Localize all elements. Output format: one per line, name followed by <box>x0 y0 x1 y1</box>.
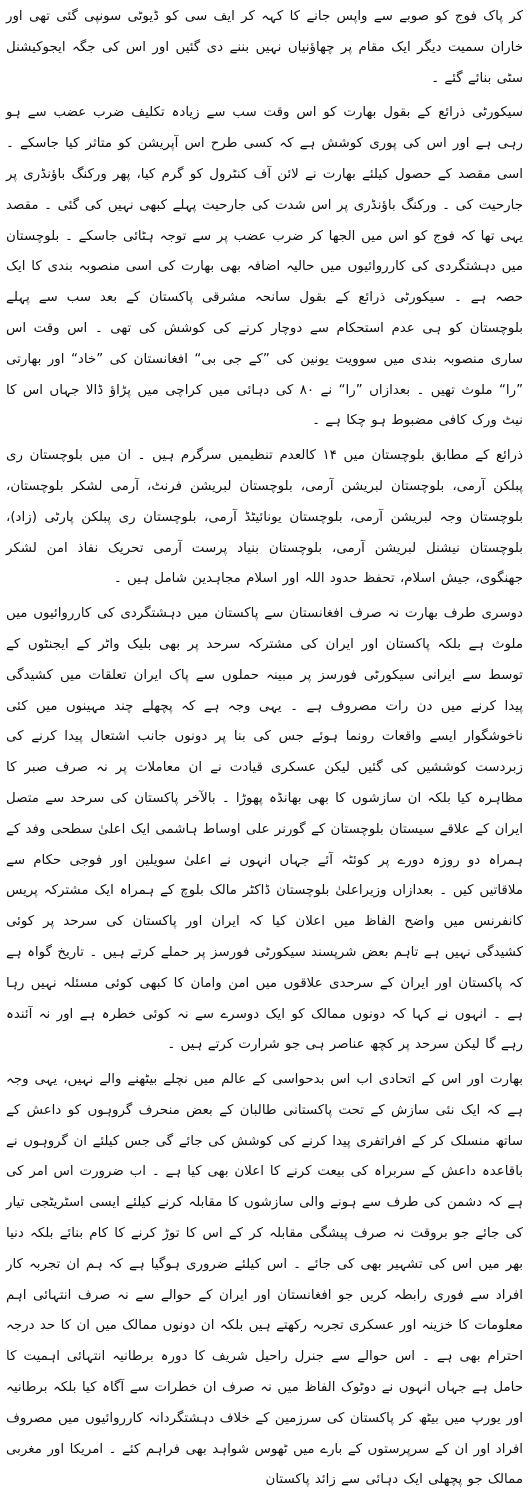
paragraph-zarb-e-azb: سیکورٹی ذرائع کے بقول بھارت کو اس وقت سب سے زیادہ تکلیف ضرب عضب سے ہو رہی ہے اور اس کی پوری کوشش ہے کہ کسی طرح اس آپریشن کو متاثر کیا جاسکے ۔ اسی مقصد کے حصول کیلئے بھارت نے لائن آف کنٹرول کو گرم کیا، پھر ورکنگ باؤنڈری پر جارحیت کی ۔ ورکنگ باؤنڈری پر اس شدت کی جارحیت پہلے کبھی نہیں کی گئی ۔ مقصد یہی تھا کہ فوج کو اس میں الجھا کر ضرب عضب پر سے توجہ ہٹائی جاسکے ۔ بلوچستان میں دہشتگردی کی کارروائیوں میں حالیہ اضافہ بھی بھارت کی اسی منصوبہ بندی کا ایک حصہ ہے ۔ سیکورٹی ذرائع کے بقول سانحہ مشرقی پاکستان کے بعد سب سے پہلے بلوچستان کو ہی عدم استحکام سے دوچار کرنے کی کوشش کی تھی ۔ اس وقت اس ساری منصوبہ بندی میں سوویت یونین کی ”کے جی بی“ افغانستان کی ”خاد“ اور بھارتی ”را“ ملوث تھیں ۔ بعدازاں ”را“ نے ۸۰ کی دہائی میں کراچی میں پڑاؤ ڈالا جہاں اس کا نیٹ ورک کافی مضبوط ہو چکا ہے ۔ <box>6 105 524 429</box>
paragraph-strategy: بھارت اور اس کے اتحادی اب اس بدحواسی کے عالم میں نچلے بیٹھنے والے نہیں، یہی وجہ ہے کہ ایک نئی سازش کے تحت پاکستانی طالبان کے بعض منحرف گروہوں کو داعش کے ساتھ منسلک کر کے افراتفری پیدا کرنے کی کوشش کی جائے گی جس کیلئے ان گروہوں نے باقاعدہ داعش کے سربراہ کی بیعت کرنے کا اعلان بھی کیا ہے ۔ اب ضرورت اس امر کی ہے کہ دشمن کی طرف سے ہونے والی سازشوں کا مقابلہ کرنے کیلئے ایسی اسٹریٹجی تیار کی جائے جو بروقت نہ صرف پیشگی مقابلہ کر کے اس کا توڑ کرنے کا کام بنائے بلکہ دنیا بھر میں اس کی تشہیر بھی کی جائے ۔ اس کیلئے ضروری ہوگیا ہے کہ ہم ان تجربہ کار افراد سے فوری رابطہ کریں جو افغانستان اور ایران کے حوالے سے نہ صرف انتہائی اہم معلومات کا خزینہ اور عسکری تجربہ رکھتے ہیں بلکہ ان دونوں ممالک میں ان کا حد درجہ احترام بھی ہے ۔ اس حوالے سے جنرل راحیل شریف کا دورہ برطانیہ انتہائی اہمیت کا حامل ہے جہاں انہوں نے دوٹوک الفاظ میں نہ صرف ان خطرات سے آگاہ کیا بلکہ برطانیہ اور یورپ میں بیٹھ کر پاکستان کی سرزمین کے خلاف دہشتگردانہ کارروائیوں میں مصروف افراد اور ان کے سرپرستوں کے بارے میں ٹھوس شواہد بھی فراہم کئے ۔ امریکا اور مغربی ممالک جو پچھلی ایک دہائی سے زائد پاکستان <box>6 1072 523 1488</box>
paragraph-banned-organizations: ذرائع کے مطابق بلوچستان میں ۱۴ کالعدم تنظیمیں سرگرم ہیں ۔ ان میں بلوچستان ری پبلکن آرمی، بلوچستان لبریشن آرمی، بلوچستان لبریشن فرنٹ، آرمی لشکر بلوچستان، بلوچستان وجہ لبریشن آرمی، بلوچستان یونائیٹڈ آرمی، بلوچستان ری پبلکن پارٹی (زاد)، بلوچستان نیشنل لبریشن آرمی، بلوچستان بنیاد پرست آرمی تحریک نفاذ امن لشکر جھنگوی، جیش اسلام، تحفظ حدود اللہ اور اسلام مجاہدین شامل ہیں ۔ <box>6 448 523 587</box>
paragraph-balochistan-fc: کر پاک فوج کو صوبے سے واپس جانے کا کہہ کر ایف سی کو ڈیوٹی سونپی گئی تھی اور خاران سمیت دیگر ایک مقام پر چھاؤنیاں نہیں بننے دی گئیں اور اس کی جگہ ایجوکیشنل سٹی بنائے گئے ۔ <box>6 9 523 86</box>
paragraph-pak-iran-border: دوسری طرف بھارت نہ صرف افغانستان سے پاکستان میں دہشتگردی کی کارروائیوں میں ملوث ہے بلکہ پاکستان اور ایران کی مشترکہ سرحد پر بھی بلیک واٹر کے ایجنٹوں کے توسط سے ایرانی سیکورٹی فورسز پر مبینہ حملوں سے پاک ایران تعلقات میں کشیدگی پیدا کرنے میں دن رات مصروف ہے ۔ یہی وجہ ہے کہ پچھلے چند مہینوں میں کئی ناخوشگوار ایسے واقعات رونما ہوئے جس کی بنا پر دونوں جانب اشتعال پیدا کرنے کی زبردست کوششیں کی گئیں لیکن عسکری قیادت نے ان معاملات پر نہ صرف صبر کا مظاہرہ کیا بلکہ ان سازشوں کا بھی بھانڈہ پھوڑا ۔ بالآخر پاکستان کی سرحد سے متصل ایران کے علاقے سیستان بلوچستان کے گورنر علی اوساط ہاشمی ایک اعلیٰ سطحی وفد کے ہمراہ دو روزہ دورے پر کوئٹہ آئے جہاں انہوں نے اعلیٰ سویلین اور فوجی حکام سے ملاقاتیں کیں ۔ بعدازاں وزیراعلیٰ بلوچستان ڈاکٹر مالک بلوچ کے ہمراہ ایک مشترکہ پریس کانفرنس میں واضح الفاظ میں اعلان کیا کہ ایران اور پاکستان کی سرحد پر کوئی کشیدگی نہیں ہے تاہم بعض شرپسند سیکورٹی فورسز پر حملے کرتے ہیں ۔ تاریخ گواہ ہے کہ پاکستان اور ایران کے سرحدی علاقوں میں امن وامان کا کبھی کوئی مسئلہ نہیں رہا ہے ۔ انہوں نے کہا کہ دونوں ممالک کو ایک دوسرے سے نہ کوئی خطرہ ہے اور نہ آئندہ رہے گا لیکن سرحد پر کچھ عناصر ہی جو شرارت کرتے ہیں ۔ <box>6 606 523 1053</box>
